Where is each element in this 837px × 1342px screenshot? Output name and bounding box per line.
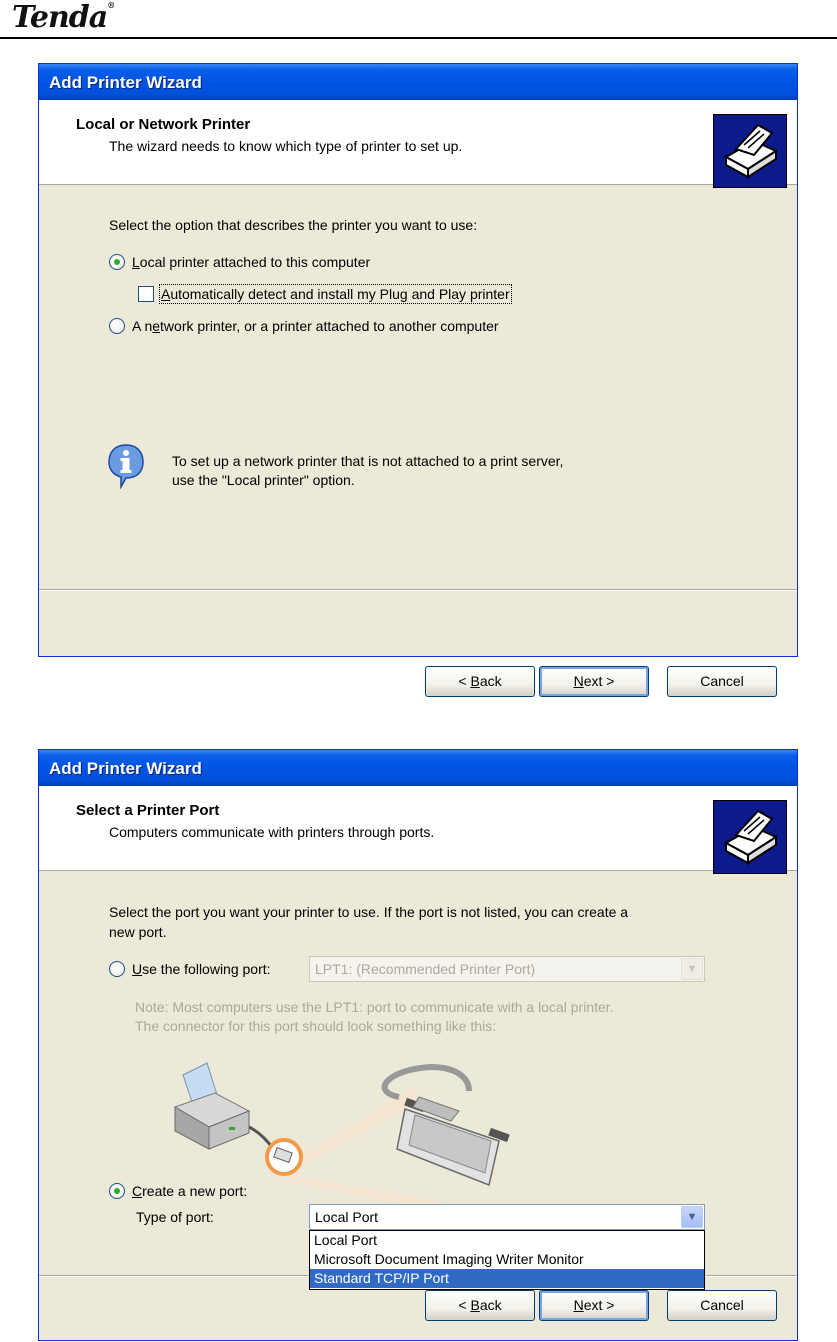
title-bar[interactable] — [39, 750, 797, 786]
wizard-header — [39, 786, 797, 871]
create-new-port-label[interactable]: Create a new port: — [132, 1183, 248, 1199]
header-rule — [0, 37, 837, 39]
network-printer-radio[interactable] — [109, 318, 125, 334]
prompt-text-line-2: new port. — [109, 924, 167, 940]
create-new-port-radio[interactable] — [109, 1183, 125, 1199]
next-button[interactable]: Next > — [539, 666, 649, 697]
port-type-option[interactable]: Microsoft Document Imaging Writer Monitor — [314, 1251, 584, 1267]
printer-wizard-icon — [713, 800, 787, 874]
title-bar[interactable] — [39, 64, 797, 100]
window-title: Add Printer Wizard — [49, 759, 202, 778]
tenda-logo — [12, 0, 114, 35]
parallel-cable-illustration — [385, 1067, 510, 1185]
logo-text: Tenda — [12, 0, 108, 35]
registered-mark: ® — [107, 0, 115, 10]
prompt-text-line-1: Select the port you want your printer to use. If the port is not listed, you can create a — [109, 904, 629, 920]
cancel-button[interactable]: Cancel — [667, 666, 777, 697]
back-button[interactable]: < Back — [425, 1290, 535, 1321]
port-select[interactable] — [309, 956, 705, 982]
prompt-text: Select the option that describes the printer you want to use: — [109, 217, 478, 233]
port-type-select-value: Local Port — [315, 1209, 379, 1225]
info-text-line-1: To set up a network printer that is not attached to a print server, — [172, 453, 564, 469]
port-type-select[interactable] — [309, 1204, 705, 1230]
chevron-down-icon[interactable]: ▼ — [681, 1206, 703, 1228]
add-printer-wizard-dialog-1 — [38, 63, 798, 689]
network-printer-label[interactable]: A network printer, or a printer attached to another computer — [132, 318, 499, 334]
header-title: Local or Network Printer — [76, 116, 251, 133]
window-title: Add Printer Wizard — [49, 73, 202, 92]
printer-illustration — [175, 1063, 249, 1149]
back-button[interactable]: < Back — [425, 666, 535, 697]
chevron-down-icon[interactable]: ▼ — [681, 958, 703, 980]
use-following-port-radio[interactable] — [109, 961, 125, 977]
use-following-port-label[interactable]: Use the following port: — [132, 961, 271, 977]
port-type-dropdown-list[interactable] — [309, 1230, 705, 1290]
auto-detect-checkbox[interactable] — [138, 286, 154, 302]
port-type-option-selected[interactable]: Standard TCP/IP Port — [310, 1269, 704, 1288]
info-text-line-2: use the "Local printer" option. — [172, 472, 355, 488]
info-icon — [107, 443, 145, 489]
add-printer-wizard-dialog-2 — [38, 749, 798, 1341]
local-printer-radio[interactable] — [109, 254, 125, 270]
port-select-value: LPT1: (Recommended Printer Port) — [315, 961, 536, 977]
wizard-header — [39, 100, 797, 185]
auto-detect-label[interactable]: Automatically detect and install my Plug and Play printer — [161, 286, 510, 302]
footer-divider — [39, 589, 797, 591]
local-printer-label[interactable]: Local printer attached to this computer — [132, 254, 371, 270]
note-line-2: The connector for this port should look something like this: — [135, 1018, 497, 1034]
type-of-port-label: Type of port: — [136, 1209, 214, 1225]
header-title: Select a Printer Port — [76, 802, 220, 819]
next-button[interactable]: Next > — [539, 1290, 649, 1321]
cancel-button[interactable]: Cancel — [667, 1290, 777, 1321]
header-subtitle: The wizard needs to know which type of printer to set up. — [109, 138, 463, 154]
note-line-1: Note: Most computers use the LPT1: port to communicate with a local printer. — [135, 999, 614, 1015]
printer-wizard-icon — [713, 114, 787, 188]
header-subtitle: Computers communicate with printers through ports. — [109, 824, 435, 840]
port-type-option[interactable]: Local Port — [314, 1232, 378, 1248]
